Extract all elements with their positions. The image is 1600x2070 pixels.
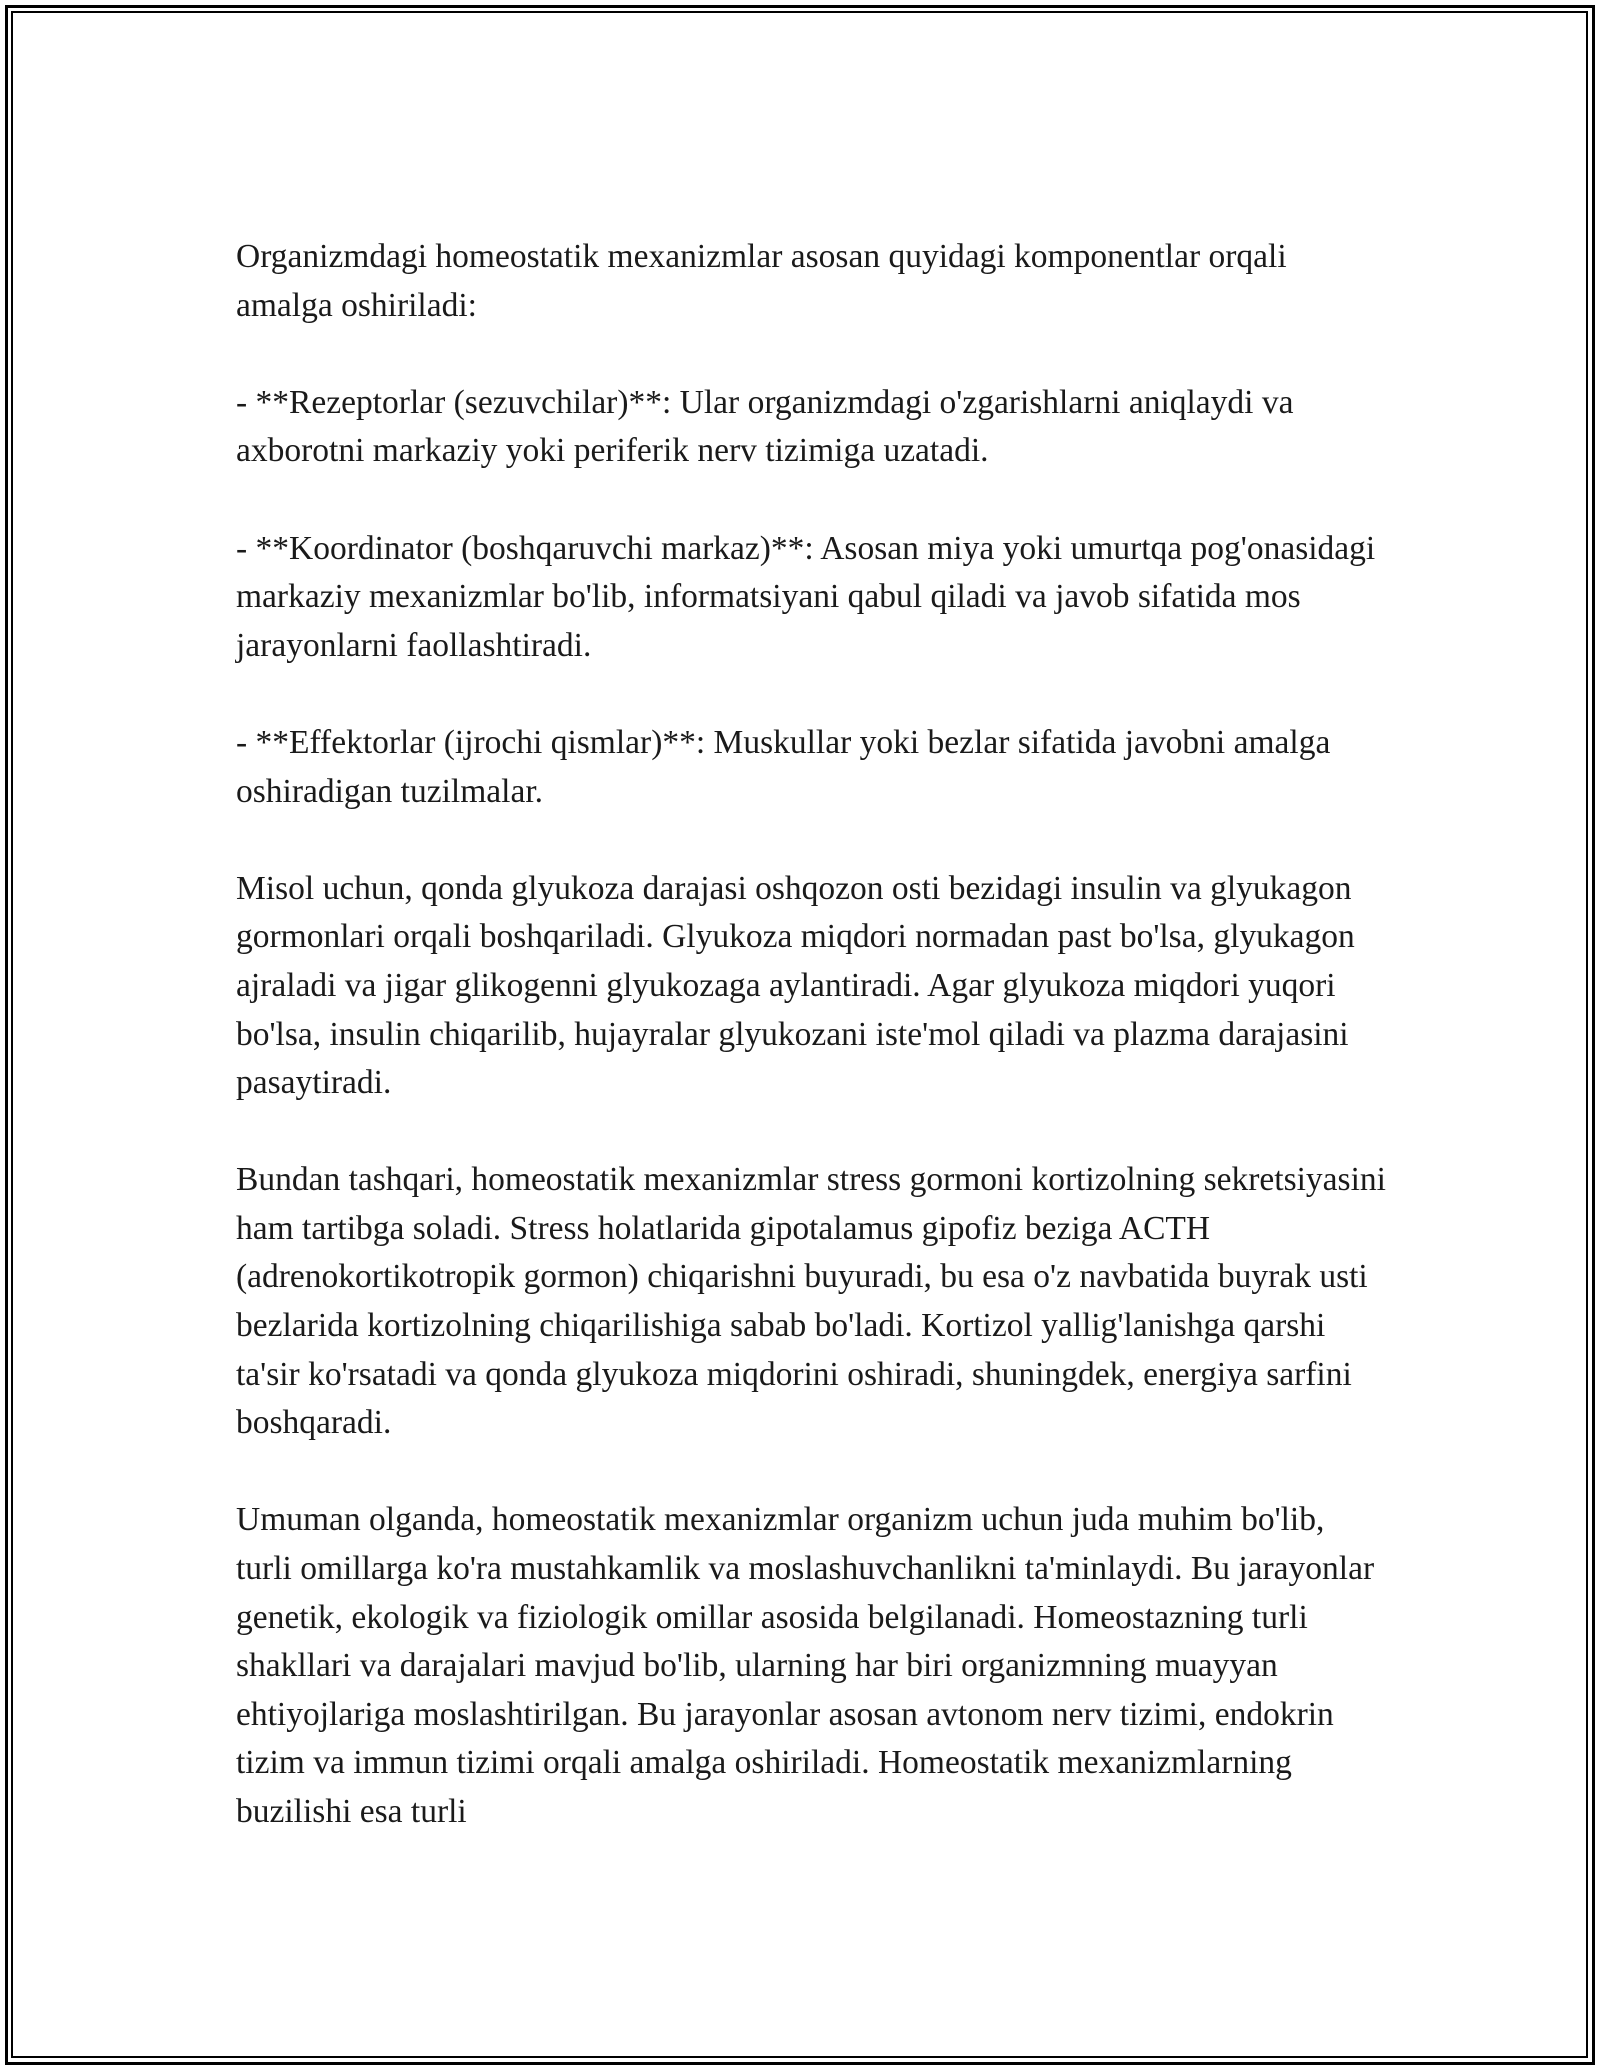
paragraph-conclusion: Umuman olganda, homeostatik mexanizmlar organizm uchun juda muhim bo'lib, turli omillarga ko'ra mustahkamlik va moslashuvchanlikni ta'minlaydi. Bu jarayonlar genetik, ekologik va fiziologik omillar asosida belgilanadi. Homeostazning turli shakllari va darajalari mavjud bo'lib, ularning har biri organizmning muayyan ehtiyojlariga moslashtirilgan. Bu jarayonlar asosan avtonom nerv tizimi, endokrin tizim va immun tizimi orqali amalga oshiriladi. Homeostatik mexanizmlarning buzilishi esa turli [236, 1501, 1375, 1830]
paragraph-glucose-example: Misol uchun, qonda glyukoza darajasi oshqozon osti bezidagi insulin va glyukagon gormonlari orqali boshqariladi. Glyukoza miqdori normadan past bo'lsa, glyukagon ajraladi va jigar glikogenni glyukozaga aylantiradi. Agar glyukoza miqdori yuqori bo'lsa, insulin chiqarilib, hujayralar glyukozani iste'mol qiladi va plazma darajasini pasaytiradi. [236, 869, 1355, 1102]
paragraph-coordinator: - **Koordinator (boshqaruvchi markaz)**: Asosan miya yoki umurtqa pog'onasidagi markaziy mexanizmlar bo'lib, informatsiyani qabul qiladi va javob sifatida mos jarayonlarni faollashtiradi. [236, 529, 1376, 664]
document-body [236, 233, 1386, 1885]
paragraph-intro: Organizmdagi homeostatik mexanizmlar asosan quyidagi komponentlar orqali amalga oshiriladi: [236, 238, 1287, 324]
paragraph-effectors: - **Effektorlar (ijrochi qismlar)**: Muskullar yoki bezlar sifatida javobni amalga oshiradigan tuzilmalar. [236, 723, 1331, 810]
paragraph-cortisol: Bundan tashqari, homeostatik mexanizmlar stress gormoni kortizolning sekretsiyasini ham tartibga soladi. Stress holatlarida gipotalamus gipofiz beziga ACTH (adrenokortikotropik gormon) chiqarishni buyuradi, bu esa o'z navbatida buyrak usti bezlarida kortizolning chiqarilishiga sabab bo'ladi. Kortizol yallig'lanishga qarshi ta'sir ko'rsatadi va qonda glyukoza miqdorini oshiradi, shuningdek, energiya sarfini boshqaradi. [236, 1161, 1386, 1442]
paragraph-receptors: - **Rezeptorlar (sezuvchilar)**: Ular organizmdagi o'zgarishlarni aniqlaydi va axborotni markaziy yoki periferik nerv tizimiga uzatadi. [236, 383, 1294, 470]
